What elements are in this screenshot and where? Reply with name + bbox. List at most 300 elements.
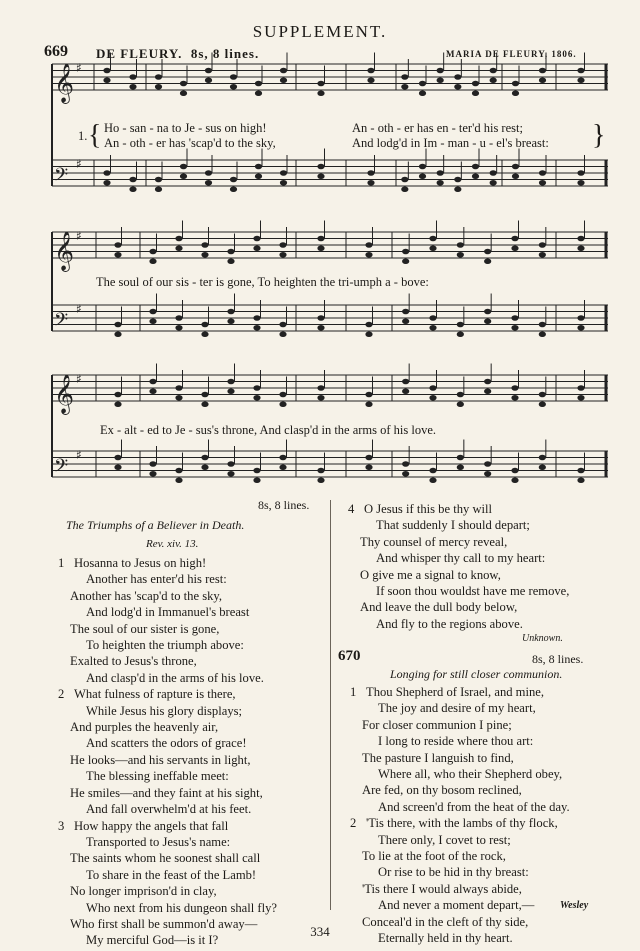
hymn-670-attribution: Wesley — [560, 900, 589, 911]
verse-line: And lodg'd in Immanuel's breast — [86, 605, 250, 620]
note-head — [490, 170, 497, 176]
note-head — [280, 77, 287, 83]
note-head — [437, 170, 444, 176]
note-head — [577, 477, 584, 483]
verse-line: Where all, who their Shepherd obey, — [378, 767, 563, 782]
verse-line: Thy counsel of mercy reveal, — [360, 534, 508, 549]
note-head — [317, 81, 324, 87]
note-head — [429, 315, 436, 321]
note-head — [201, 401, 208, 407]
note-head — [472, 173, 479, 179]
verse-line: Or rise to be hid in thy breast: — [378, 865, 529, 880]
note-head — [149, 461, 156, 467]
note-head — [402, 471, 409, 477]
note-head — [454, 74, 461, 80]
verse-line: For closer communion I pine; — [362, 717, 512, 732]
stanza-number: 3 — [58, 818, 65, 833]
verse-line: And scatters the odors of grace! — [86, 736, 247, 751]
note-head — [577, 245, 584, 251]
note-head — [201, 322, 208, 328]
note-head — [227, 388, 234, 394]
note-head — [253, 395, 260, 401]
note-head — [149, 318, 156, 324]
note-head — [180, 164, 187, 170]
note-head — [253, 236, 260, 242]
note-head — [429, 477, 436, 483]
verse-line: Eternally held in thy heart. — [378, 931, 513, 946]
note-head — [437, 77, 444, 83]
note-head — [365, 455, 372, 461]
note-head — [577, 68, 584, 74]
bass-clef: 𝄢 — [54, 310, 69, 335]
note-head — [472, 90, 479, 96]
note-head — [175, 236, 182, 242]
bass-clef: 𝄢 — [54, 456, 69, 481]
verse-line: I long to reside where thou art: — [378, 734, 534, 749]
note-head — [103, 77, 110, 83]
note-head — [253, 245, 260, 251]
verse-line: Conceal'd in the cleft of thy side, — [362, 914, 529, 929]
note-head — [457, 392, 464, 398]
note-head — [577, 468, 584, 474]
note-head — [402, 258, 409, 264]
note-head — [253, 315, 260, 321]
note-head — [367, 68, 374, 74]
note-head — [114, 322, 121, 328]
hymn-a-stanzas — [58, 555, 277, 949]
verse-line: The joy and desire of my heart, — [378, 701, 536, 716]
note-head — [490, 77, 497, 83]
note-head — [149, 471, 156, 477]
note-head — [539, 464, 546, 470]
note-head — [402, 309, 409, 315]
verse-line: He looks—and his servants in light, — [70, 752, 251, 767]
note-head — [402, 461, 409, 467]
verse-line: There only, I covet to rest; — [378, 832, 511, 847]
note-head — [457, 252, 464, 258]
verse-line: Transported to Jesus's name: — [86, 834, 231, 849]
note-head — [155, 84, 162, 90]
note-head — [180, 81, 187, 87]
note-head — [539, 242, 546, 248]
note-head — [539, 331, 546, 337]
note-head — [437, 180, 444, 186]
note-head — [279, 455, 286, 461]
note-head — [484, 309, 491, 315]
note-head — [129, 177, 136, 183]
note-head — [429, 395, 436, 401]
note-head — [367, 180, 374, 186]
note-head — [317, 173, 324, 179]
note-head — [201, 242, 208, 248]
note-head — [280, 170, 287, 176]
verse-line: And whisper thy call to my heart: — [376, 551, 546, 566]
note-head — [577, 385, 584, 391]
note-head — [230, 84, 237, 90]
verse-line: No longer imprison'd in clay, — [70, 884, 217, 899]
verse-line: He smiles—and they faint at his sight, — [70, 785, 263, 800]
note-head — [255, 164, 262, 170]
note-head — [201, 455, 208, 461]
note-head — [317, 315, 324, 321]
note-head — [114, 392, 121, 398]
stanza-1 — [350, 684, 570, 815]
verse-number: 1. — [78, 129, 88, 143]
hymn-a-attribution: Unknown. — [522, 633, 563, 644]
lyric-line-1a: Ho - san - na to Je - sus on high! — [104, 121, 267, 135]
note-head — [280, 180, 287, 186]
note-head — [457, 322, 464, 328]
note-head — [149, 388, 156, 394]
verse-line: The pasture I languish to find, — [362, 750, 514, 765]
verse-line: That suddenly I should depart; — [376, 518, 530, 533]
note-head — [227, 379, 234, 385]
note-head — [201, 252, 208, 258]
note-head — [149, 249, 156, 255]
note-head — [175, 385, 182, 391]
note-head — [129, 186, 136, 192]
note-head — [484, 379, 491, 385]
note-head — [511, 236, 518, 242]
note-head — [490, 68, 497, 74]
note-head — [511, 325, 518, 331]
note-head — [253, 477, 260, 483]
note-head — [365, 242, 372, 248]
stanza-1 — [58, 555, 277, 686]
note-head — [255, 173, 262, 179]
note-head — [365, 322, 372, 328]
hymn-670-number: 670 — [338, 648, 361, 664]
hymn-a-meter: 8s, 8 lines. — [258, 498, 310, 512]
note-head — [419, 90, 426, 96]
note-head — [577, 315, 584, 321]
note-head — [401, 74, 408, 80]
note-head — [227, 258, 234, 264]
note-head — [539, 252, 546, 258]
stanza-number: 2 — [350, 816, 357, 831]
note-head — [227, 461, 234, 467]
note-head — [429, 468, 436, 474]
note-head — [114, 331, 121, 337]
note-head — [429, 245, 436, 251]
note-head — [419, 81, 426, 87]
note-head — [103, 170, 110, 176]
verse-line: The blessing ineffable meet: — [86, 769, 229, 784]
verse-line: And fall overwhelm'd at his feet. — [86, 802, 252, 817]
note-head — [279, 464, 286, 470]
note-head — [205, 180, 212, 186]
note-head — [539, 455, 546, 461]
note-head — [129, 74, 136, 80]
note-head — [454, 84, 461, 90]
note-head — [317, 385, 324, 391]
note-head — [230, 74, 237, 80]
note-head — [175, 315, 182, 321]
note-head — [429, 236, 436, 242]
verse-line: Who first shall be summon'd away— — [70, 916, 258, 931]
note-head — [180, 173, 187, 179]
key-signature-sharp: ♯ — [76, 301, 82, 316]
note-head — [577, 180, 584, 186]
verse-line: Another has enter'd his rest: — [86, 572, 227, 587]
note-head — [227, 471, 234, 477]
verse-line: If soon thou wouldst have me remove, — [376, 584, 570, 599]
note-head — [129, 84, 136, 90]
brace-left: { — [88, 120, 102, 151]
verse-line: And clasp'd in the arms of his love. — [86, 670, 264, 685]
key-signature-sharp: ♯ — [76, 156, 82, 171]
note-head — [103, 68, 110, 74]
verse-line: 'Tis there, with the lambs of thy flock, — [366, 816, 558, 831]
note-head — [484, 388, 491, 394]
note-head — [429, 325, 436, 331]
note-head — [457, 464, 464, 470]
note-head — [577, 77, 584, 83]
treble-clef: 𝄞 — [54, 231, 75, 271]
stanza-number: 1 — [58, 556, 65, 570]
tune-composer: MARIA DE FLEURY, 1806. — [446, 49, 577, 59]
verse-line: O give me a signal to know, — [360, 567, 501, 582]
verse-line: Another has 'scap'd to the sky, — [70, 588, 223, 603]
note-head — [401, 177, 408, 183]
stanza-number: 1 — [350, 685, 357, 699]
note-head — [484, 258, 491, 264]
note-head — [511, 385, 518, 391]
treble-clef: 𝄞 — [54, 63, 75, 103]
verse-line: While Jesus his glory displays; — [86, 703, 243, 718]
column-divider — [330, 500, 331, 910]
tune-number: 669 — [44, 43, 68, 60]
note-head — [317, 395, 324, 401]
note-head — [402, 249, 409, 255]
note-head — [175, 477, 182, 483]
tune-title: DE FLEURY. — [96, 46, 183, 61]
note-head — [490, 180, 497, 186]
note-head — [457, 242, 464, 248]
note-head — [317, 477, 324, 483]
note-head — [539, 77, 546, 83]
note-head — [149, 309, 156, 315]
note-head — [457, 331, 464, 337]
note-head — [484, 471, 491, 477]
note-head — [457, 401, 464, 407]
note-head — [365, 464, 372, 470]
note-head — [227, 309, 234, 315]
verse-line: To share in the feast of the Lamb! — [86, 867, 257, 882]
note-head — [180, 90, 187, 96]
note-head — [367, 170, 374, 176]
note-head — [577, 236, 584, 242]
note-head — [539, 401, 546, 407]
note-head — [365, 401, 372, 407]
note-head — [454, 177, 461, 183]
note-head — [511, 468, 518, 474]
note-head — [279, 331, 286, 337]
note-head — [317, 236, 324, 242]
verse-line: The saints whom he soonest shall call — [70, 851, 261, 866]
verse-line: What fulness of rapture is there, — [74, 687, 236, 702]
verse-line: 'Tis there I would always abide, — [362, 881, 522, 896]
note-head — [279, 392, 286, 398]
note-head — [511, 477, 518, 483]
note-head — [539, 68, 546, 74]
note-head — [472, 81, 479, 87]
note-head — [317, 90, 324, 96]
lyric-line-1b: An - oth - er has en - ter'd his rest; — [352, 121, 523, 135]
note-head — [511, 315, 518, 321]
note-head — [114, 401, 121, 407]
note-head — [365, 392, 372, 398]
note-head — [511, 395, 518, 401]
verse-line: To lie at the foot of the rock, — [362, 849, 506, 864]
note-head — [437, 68, 444, 74]
lyric-line-2a: An - oth - er has 'scap'd to the sky, — [104, 136, 276, 150]
note-head — [255, 90, 262, 96]
note-head — [317, 164, 324, 170]
note-head — [317, 468, 324, 474]
verse-line: Hosanna to Jesus on high! — [74, 556, 207, 570]
note-head — [253, 325, 260, 331]
note-head — [175, 395, 182, 401]
note-head — [401, 84, 408, 90]
note-head — [279, 242, 286, 248]
lyric-line-3: The soul of our sis - ter is gone, To heighten the tri-umph a - bove: — [96, 275, 429, 289]
note-head — [402, 388, 409, 394]
note-head — [255, 81, 262, 87]
note-head — [512, 90, 519, 96]
verse-line: To heighten the triumph above: — [86, 638, 244, 653]
note-head — [484, 461, 491, 467]
note-head — [279, 401, 286, 407]
note-head — [205, 77, 212, 83]
verse-line: Who next from his dungeon shall fly? — [86, 900, 277, 915]
note-head — [402, 379, 409, 385]
note-head — [114, 242, 121, 248]
bass-clef: 𝄢 — [54, 165, 69, 190]
verse-line: And leave the dull body below, — [360, 600, 518, 615]
key-signature-sharp: ♯ — [76, 228, 82, 243]
note-head — [201, 331, 208, 337]
note-head — [539, 180, 546, 186]
verse-line: And never a moment depart,— — [378, 898, 535, 913]
verse-line: Thou Shepherd of Israel, and mine, — [366, 685, 545, 699]
note-head — [155, 177, 162, 183]
note-head — [205, 68, 212, 74]
verse-line: How happy the angels that fall — [74, 818, 229, 833]
note-head — [484, 249, 491, 255]
note-head — [227, 318, 234, 324]
note-head — [149, 379, 156, 385]
note-head — [155, 186, 162, 192]
note-head — [253, 385, 260, 391]
note-head — [539, 392, 546, 398]
note-head — [114, 464, 121, 470]
verse-line: O Jesus if this be thy will — [364, 502, 493, 516]
hymn-a-title: The Triumphs of a Believer in Death. — [66, 518, 245, 532]
note-head — [279, 252, 286, 258]
note-head — [365, 252, 372, 258]
note-head — [205, 170, 212, 176]
note-head — [279, 322, 286, 328]
stanza-2 — [58, 686, 277, 817]
note-head — [539, 170, 546, 176]
key-signature-sharp: ♯ — [76, 371, 82, 386]
note-head — [512, 173, 519, 179]
note-head — [175, 325, 182, 331]
note-head — [367, 77, 374, 83]
note-head — [230, 177, 237, 183]
verse-line: Exalted to Jesus's throne, — [70, 654, 197, 669]
note-head — [539, 322, 546, 328]
verse-line: And screen'd from the heat of the day. — [378, 799, 570, 814]
note-head — [280, 68, 287, 74]
note-head — [227, 249, 234, 255]
hymn-670-title: Longing for still closer communion. — [390, 667, 563, 681]
verse-line: My merciful God—is it I? — [86, 933, 219, 948]
lyric-line-4: Ex - alt - ed to Je - sus's throne, And clasp'd in the arms of his love. — [100, 423, 437, 437]
note-head — [577, 325, 584, 331]
verse-line: And purples the heavenly air, — [70, 720, 219, 735]
note-head — [472, 164, 479, 170]
lyric-line-2b: And lodg'd in Im - man - u - el's breast: — [352, 136, 549, 150]
note-head — [365, 331, 372, 337]
running-title: SUPPLEMENT. — [252, 22, 388, 41]
note-head — [114, 252, 121, 258]
hymn-670-stanzas — [350, 684, 570, 947]
note-head — [230, 186, 237, 192]
tune-meter: 8s, 8 lines. — [190, 46, 260, 61]
note-head — [512, 81, 519, 87]
note-head — [175, 245, 182, 251]
hymn-670-meter: 8s, 8 lines. — [532, 652, 584, 666]
note-head — [402, 318, 409, 324]
note-head — [114, 455, 121, 461]
note-head — [511, 245, 518, 251]
note-head — [155, 74, 162, 80]
key-signature-sharp: ♯ — [76, 447, 82, 462]
note-head — [419, 164, 426, 170]
verse-line: And fly to the regions above. — [376, 616, 523, 631]
hymn-a-stanza-4 — [348, 501, 569, 632]
note-head — [429, 385, 436, 391]
note-head — [253, 468, 260, 474]
verse-line: The soul of our sister is gone, — [70, 621, 220, 636]
note-head — [512, 164, 519, 170]
note-head — [577, 395, 584, 401]
hymn-a-reference: Rev. xiv. 13. — [146, 538, 199, 550]
stanza-number: 4 — [348, 502, 355, 516]
page-number: 334 — [310, 924, 330, 939]
note-head — [401, 186, 408, 192]
note-head — [175, 468, 182, 474]
note-head — [457, 455, 464, 461]
note-head — [201, 392, 208, 398]
verse-line: Are fed, on thy bosom reclined, — [362, 783, 522, 798]
note-head — [454, 186, 461, 192]
note-head — [149, 258, 156, 264]
note-head — [484, 318, 491, 324]
treble-clef: 𝄞 — [54, 374, 75, 414]
note-head — [201, 464, 208, 470]
note-head — [419, 173, 426, 179]
stanza-number: 2 — [58, 687, 65, 702]
note-head — [317, 325, 324, 331]
note-head — [317, 245, 324, 251]
brace-right: } — [592, 120, 606, 151]
note-head — [577, 170, 584, 176]
key-signature-sharp: ♯ — [76, 60, 82, 75]
note-head — [103, 180, 110, 186]
